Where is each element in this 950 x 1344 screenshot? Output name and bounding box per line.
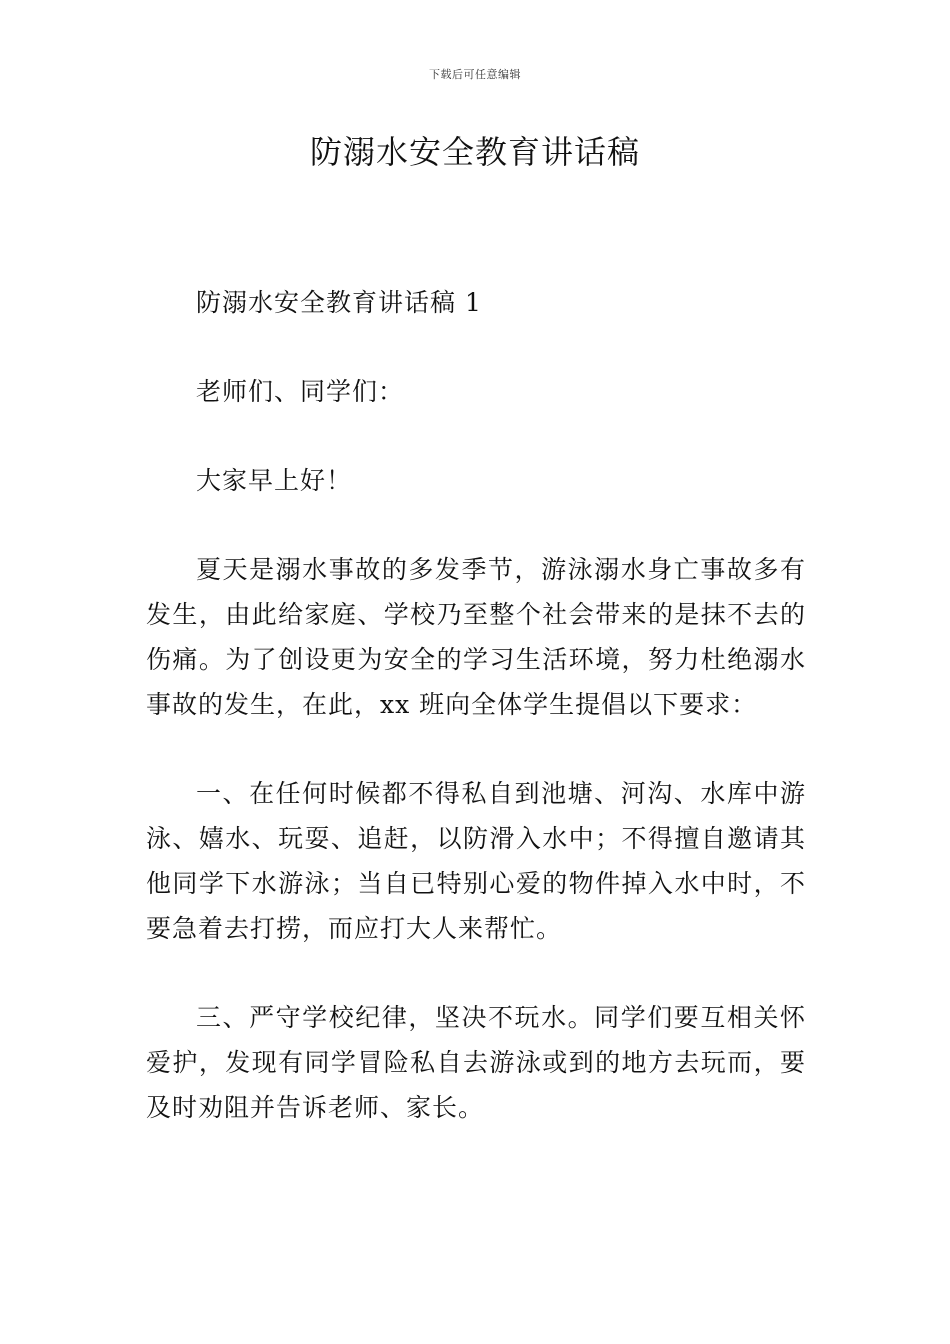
paragraph-rule-one: 一、在任何时候都不得私自到池塘、河沟、水库中游泳、嬉水、玩耍、追赶，以防滑入水中；不得擅自邀请其他同学下水游泳；当自已特别心爱的物件掉入水中时，不要急着去打捞，而应打大人来帮忙。 [146, 779, 806, 943]
document-title: 防溺水安全教育讲话稿 [309, 133, 640, 171]
paragraph-greeting-morning: 大家早上好！ [196, 466, 353, 495]
paragraph-intro: 夏天是溺水事故的多发季节，游泳溺水身亡事故多有发生，由此给家庭、学校乃至整个社会带来的是抹不去的伤痛。为了创设更为安全的学习生活环境，努力杜绝溺水事故的发生，在此，xx 班向全体学生提倡以下要求： [146, 555, 806, 719]
paragraph-rule-three: 三、严守学校纪律，坚决不玩水。同学们要互相关怀爱护，发现有同学冒险私自去游泳或到的地方去玩而，要及时劝阻并告诉老师、家长。 [146, 1003, 806, 1122]
document-body [146, 280, 806, 1130]
paragraph-subtitle: 防溺水安全教育讲话稿 1 [196, 288, 482, 317]
header-note: 下载后可任意编辑 [429, 68, 521, 81]
paragraph-greeting-audience: 老师们、同学们： [196, 377, 405, 406]
